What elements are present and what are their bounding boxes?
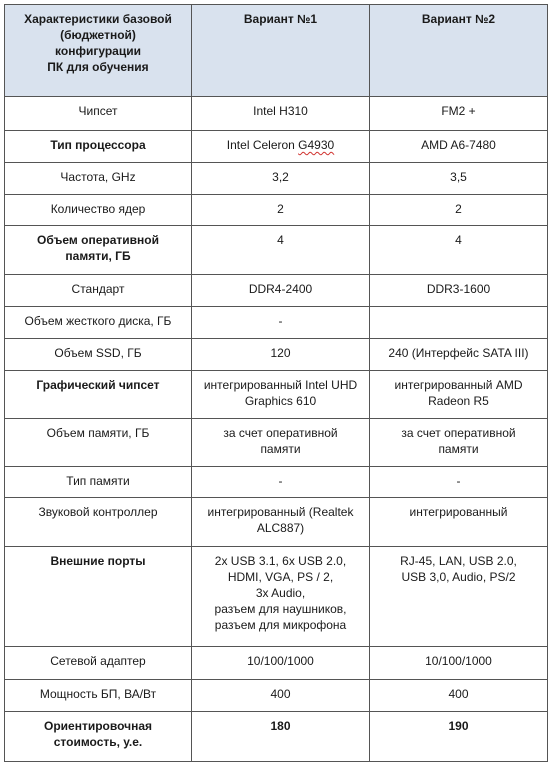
variant-2-value: интегрированный: [370, 498, 548, 547]
row-label: Тип памяти: [5, 467, 192, 498]
variant-1-value-text: Intel Celeron: [226, 138, 299, 152]
table-row: [5, 307, 548, 339]
variant-2-value: 2: [370, 195, 548, 226]
variant-1-value: 120: [192, 339, 370, 371]
variant-2-value: 400: [370, 680, 548, 712]
variant-2-value: 10/100/1000: [370, 647, 548, 680]
variant-1-value: 2: [192, 195, 370, 226]
variant-1-value: DDR4-2400: [192, 275, 370, 307]
table-row: [5, 498, 548, 547]
variant-2-value: DDR3-1600: [370, 275, 548, 307]
table-row: [5, 419, 548, 467]
variant-1-value: 400: [192, 680, 370, 712]
variant-2-value: 240 (Интерфейс SATA III): [370, 339, 548, 371]
table-row: [5, 467, 548, 498]
row-label: Мощность БП, ВА/Вт: [5, 680, 192, 712]
variant-2-value: 3,5: [370, 163, 548, 195]
table-row: [5, 163, 548, 195]
row-label: Звуковой контроллер: [5, 498, 192, 547]
row-label: Ориентировочная стоимость, у.е.: [5, 712, 192, 762]
table-row: [5, 131, 548, 163]
spellcheck-flagged-word: G4930: [298, 138, 335, 152]
table-row: [5, 339, 548, 371]
variant-1-value: -: [192, 307, 370, 339]
variant-2-value: FM2 +: [370, 97, 548, 131]
table-row: [5, 647, 548, 680]
row-label: Объем памяти, ГБ: [5, 419, 192, 467]
table-row: [5, 680, 548, 712]
variant-2-value: интегрированный AMD Radeon R5: [370, 371, 548, 419]
row-label: Объем оперативной памяти, ГБ: [5, 226, 192, 275]
row-label: Стандарт: [5, 275, 192, 307]
table-row: [5, 712, 548, 762]
pc-config-table: [4, 4, 548, 762]
variant-2-value: RJ-45, LAN, USB 2.0, USB 3,0, Audio, PS/2: [370, 547, 548, 647]
row-label: Объем жесткого диска, ГБ: [5, 307, 192, 339]
variant-1-value: интегрированный (Realtek ALC887): [192, 498, 370, 547]
table-body: [5, 97, 548, 762]
table-header-row: [5, 5, 548, 97]
variant-1-value: Intel H310: [192, 97, 370, 131]
table-row: [5, 226, 548, 275]
variant-1-value: 3,2: [192, 163, 370, 195]
row-label: Частота, GHz: [5, 163, 192, 195]
variant-2-value: [370, 307, 548, 339]
variant-2-value: за счет оперативной памяти: [370, 419, 548, 467]
row-label: Внешние порты: [5, 547, 192, 647]
header-variant-2: Вариант №2: [370, 5, 548, 97]
variant-2-value: -: [370, 467, 548, 498]
row-label: Графический чипсет: [5, 371, 192, 419]
table-row: [5, 547, 548, 647]
variant-1-value: 180: [192, 712, 370, 762]
variant-1-value: 4: [192, 226, 370, 275]
row-label: Количество ядер: [5, 195, 192, 226]
variant-1-value: [192, 131, 370, 163]
variant-2-value: 190: [370, 712, 548, 762]
table-row: [5, 275, 548, 307]
table-row: [5, 195, 548, 226]
variant-2-value: AMD A6-7480: [370, 131, 548, 163]
table-row: [5, 371, 548, 419]
row-label: Сетевой адаптер: [5, 647, 192, 680]
variant-1-value: интегрированный Intel UHD Graphics 610: [192, 371, 370, 419]
header-characteristics: Характеристики базовой (бюджетной) конфигурации ПК для обучения: [5, 5, 192, 97]
variant-1-value: -: [192, 467, 370, 498]
variant-1-value: 10/100/1000: [192, 647, 370, 680]
table-row: [5, 97, 548, 131]
row-label: Тип процессора: [5, 131, 192, 163]
row-label: Объем SSD, ГБ: [5, 339, 192, 371]
variant-2-value: 4: [370, 226, 548, 275]
header-variant-1: Вариант №1: [192, 5, 370, 97]
row-label: Чипсет: [5, 97, 192, 131]
variant-1-value: 2x USB 3.1, 6x USB 2.0, HDMI, VGA, PS / 2, 3x Audio, разъем для наушников, разъем для микрофона: [192, 547, 370, 647]
variant-1-value: за счет оперативной памяти: [192, 419, 370, 467]
